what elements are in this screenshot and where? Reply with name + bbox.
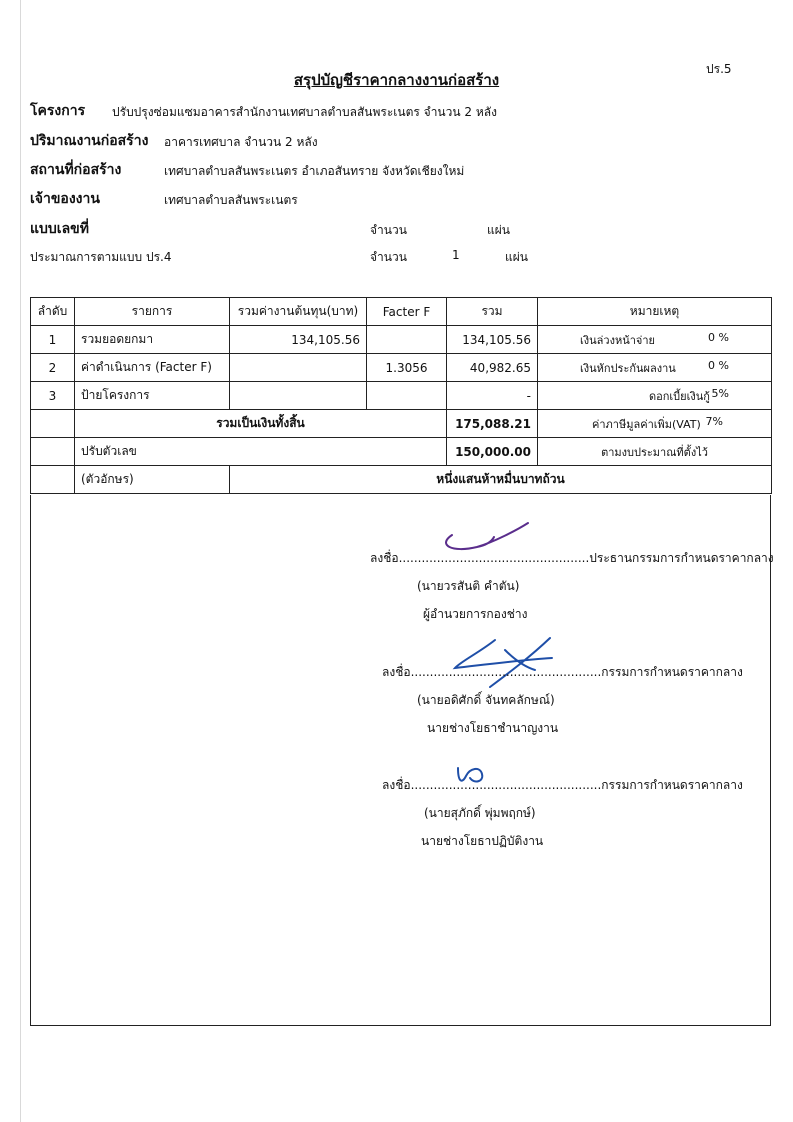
row-factor: [367, 326, 447, 354]
scan-fold-line: [20, 0, 21, 1122]
project-label: โครงการ: [30, 103, 86, 119]
row-factor: 1.3056: [367, 354, 447, 382]
note-value: 0 %: [708, 358, 729, 372]
table-row: [31, 326, 772, 354]
table-row: [31, 354, 772, 382]
row-total: 40,982.65: [447, 354, 538, 382]
grand-total-label: รวมเป็นเงินทั้งสิ้น: [75, 410, 447, 438]
note-value: 5%: [711, 386, 729, 400]
note-label: เงินล่วงหน้าจ่าย: [580, 333, 655, 347]
row-item: ป้ายโครงการ: [75, 382, 230, 410]
row-no: 2: [31, 354, 75, 382]
row-no: 3: [31, 382, 75, 410]
estimate-count-label: จำนวน: [370, 250, 407, 264]
header-no: ลำดับ: [31, 298, 75, 326]
estimate-count-value: 1: [452, 248, 460, 262]
adjusted-row: [31, 438, 772, 466]
project-value: ปรับปรุงซ่อมแซมอาคารสำนักงานเทศบาลตำบลสันพระเนตร จำนวน 2 หลัง: [112, 105, 497, 119]
text-amount-value: หนึ่งแสนห้าหมื่นบาทถ้วน: [230, 466, 772, 494]
site-value: เทศบาลตำบลสันพระเนตร อำเภอสันทราย จังหวัดเชียงใหม่: [164, 164, 465, 178]
row-item: ค่าดำเนินการ (Facter F): [75, 354, 230, 382]
note-label: เงินหักประกันผลงาน: [580, 361, 676, 375]
signature-area: [30, 495, 771, 1026]
grand-total-row: [31, 410, 772, 438]
row-total: 134,105.56: [447, 326, 538, 354]
table-header-row: [31, 298, 772, 326]
table-row: [31, 382, 772, 410]
row-item: รวมยอดยกมา: [75, 326, 230, 354]
grand-total-value: 175,088.21: [447, 410, 538, 438]
signature-3-name: (นายสุภักดิ์ พุ่มพฤกษ์): [424, 806, 536, 820]
adjusted-value: 150,000.00: [447, 438, 538, 466]
row-note: [538, 382, 772, 410]
signature-3-line: ลงชื่อ..................................................กรรมการกำหนดราคากลาง: [382, 778, 743, 792]
quantity-value: อาคารเทศบาล จำนวน 2 หลัง: [164, 135, 318, 149]
owner-label: เจ้าของงาน: [30, 191, 100, 207]
estimate-unit: แผ่น: [505, 250, 528, 264]
form-number: ปร.5: [706, 62, 732, 76]
header-note: หมายเหตุ: [538, 298, 772, 326]
signature-2-line: ลงชื่อ..................................................กรรมการกำหนดราคากลาง: [382, 665, 743, 679]
drawing-label: แบบเลขที่: [30, 221, 89, 237]
row-note: [538, 354, 772, 382]
row-cost: 134,105.56: [230, 326, 367, 354]
drawing-count-label: จำนวน: [370, 223, 407, 237]
row-note: [538, 326, 772, 354]
note-label: ดอกเบี้ยเงินกู้: [649, 389, 710, 403]
signature-1-line: ลงชื่อ..................................................ประธานกรรมการกำหนดราคากลาง: [370, 551, 774, 565]
header-cost: รวมค่างานต้นทุน(บาท): [230, 298, 367, 326]
vat-label: ค่าภาษีมูลค่าเพิ่ม(VAT): [592, 417, 701, 431]
note-value: 0 %: [708, 330, 729, 344]
price-summary-table: [30, 297, 772, 494]
estimate-label: ประมาณการตามแบบ ปร.4: [30, 250, 172, 264]
quantity-label: ปริมาณงานก่อสร้าง: [30, 133, 149, 149]
signature-2-position: นายช่างโยธาชำนาญงาน: [427, 721, 559, 735]
signature-1-position: ผู้อำนวยการกองช่าง: [423, 607, 528, 621]
signature-3-position: นายช่างโยธาปฏิบัติงาน: [421, 834, 544, 848]
adjusted-label: ปรับตัวเลข: [75, 438, 447, 466]
header-total: รวม: [447, 298, 538, 326]
text-amount-row: [31, 466, 772, 494]
header-item: รายการ: [75, 298, 230, 326]
header-factor: Facter F: [367, 298, 447, 326]
signature-2-image: [450, 632, 560, 692]
document-title: สรุปบัญชีราคากลางงานก่อสร้าง: [293, 71, 500, 89]
owner-value: เทศบาลตำบลสันพระเนตร: [164, 193, 298, 207]
vat-note: [538, 410, 772, 438]
site-label: สถานที่ก่อสร้าง: [30, 162, 122, 178]
vat-value: 7%: [705, 414, 723, 428]
row-total: -: [447, 382, 538, 410]
row-cost: [230, 354, 367, 382]
adjusted-note: ตามงบประมาณที่ตั้งไว้: [538, 438, 772, 466]
text-amount-label: (ตัวอักษร): [75, 466, 230, 494]
signature-1-name: (นายวรสันติ คำตัน): [417, 579, 520, 593]
drawing-unit: แผ่น: [487, 223, 510, 237]
signature-2-name: (นายอดิศักดิ์ จันทคลักษณ์): [417, 693, 555, 707]
row-no: 1: [31, 326, 75, 354]
row-cost: [230, 382, 367, 410]
row-factor: [367, 382, 447, 410]
